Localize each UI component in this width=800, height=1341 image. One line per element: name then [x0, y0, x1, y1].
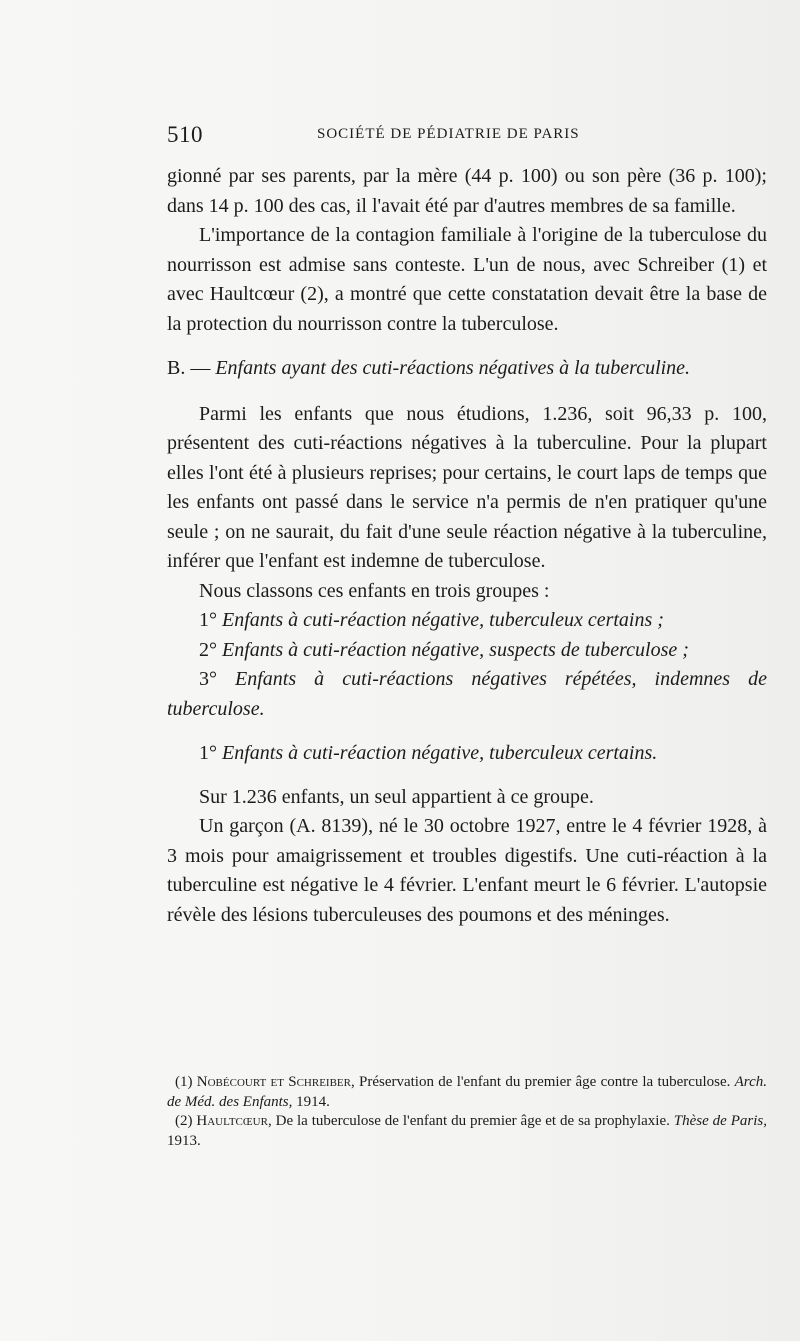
paragraph-3: Parmi les enfants que nous étudions, 1.236, soit 96,33 p. 100, présentent des cuti-réactions négatives à la tuberculine. Pour la plupart elles l'ont été à plusieurs reprises; pour certains, le court laps de temps que les enfants ont passé dans le service n'a permis de n'en pratiquer qu'une seule ; on ne saurait, du fait d'une seule réaction négative à la tuberculine, inférer que l'enfant est indemne de tuberculose. — [167, 402, 767, 572]
group-text: Enfants à cuti-réaction négative, suspects de tuberculose ; — [222, 638, 689, 661]
paragraph-6: Un garçon (A. 8139), né le 30 octobre 1927, entre le 4 février 1928, à 3 mois pour amaigrissement et troubles digestifs. Une cuti-réaction à la tuberculine est négative le 4 février. L'enfant meurt le 6 février. L'autopsie révèle des lésions tuberculeuses des poumons et des méninges. — [167, 815, 767, 926]
paragraph-2: L'importance de la contagion familiale à l'origine de la tuberculose du nourrisson est admise sans conteste. L'un de nous, avec Schreiber (1) et avec Haultcœur (2), a montré que cette constatation devait être la base de la protection du nourrisson contre la tuberculose. — [167, 224, 767, 335]
section-heading — [167, 354, 767, 384]
paragraph-5: Sur 1.236 enfants, un seul appartient à ce groupe. — [199, 785, 594, 808]
footnote-year: 1913. — [167, 1132, 201, 1149]
paragraph-4: Nous classons ces enfants en trois groupes : — [199, 579, 550, 602]
body-text — [167, 162, 767, 930]
footnote-mark: (2) — [175, 1113, 193, 1129]
page-number: 510 — [167, 122, 203, 147]
paragraph-1: gionné par ses parents, par la mère (44 p. 100) ou son père (36 p. 100); dans 14 p. 100 des cas, il l'avait été par d'autres membres de sa famille. — [167, 165, 767, 217]
subgroup-heading — [167, 739, 767, 769]
group-number: 2° — [199, 638, 217, 661]
footnote-1 — [167, 1073, 767, 1112]
footnote-text: De la tuberculose de l'enfant du premier âge et de sa prophylaxie. — [275, 1113, 670, 1129]
subgroup-title: Enfants à cuti-réaction négative, tuberculeux certains. — [222, 742, 658, 764]
section-title: Enfants ayant des cuti-réactions négatives à la tuberculine. — [215, 357, 691, 379]
footnote-2 — [167, 1112, 767, 1151]
page-header — [167, 122, 767, 152]
section-lead: B. — — [167, 357, 211, 379]
footnote-source: Arch. de Méd. des Enfants, — [167, 1074, 767, 1110]
footnote-mark: (1) — [175, 1074, 193, 1090]
footnote-text: Préservation de l'enfant du premier âge contre la tuberculose. — [359, 1074, 731, 1090]
group-text: Enfants à cuti-réactions négatives répétées, indemnes de tuberculose. — [167, 668, 767, 720]
group-number: 3° — [199, 668, 217, 690]
subgroup-number: 1° — [199, 742, 217, 764]
footnote-source: Thèse de Paris, — [673, 1113, 767, 1129]
footnote-authors: Nobécourt et Schreiber, — [196, 1074, 355, 1090]
group-number: 1° — [199, 609, 217, 631]
footnotes — [167, 1073, 767, 1151]
group-text: Enfants à cuti-réaction négative, tuberculeux certains ; — [222, 609, 664, 631]
footnote-authors: Haultcœur, — [196, 1113, 272, 1129]
footnote-year: 1914. — [296, 1093, 330, 1110]
group-item — [167, 665, 767, 724]
running-head: SOCIÉTÉ DE PÉDIATRIE DE PARIS — [317, 126, 580, 142]
group-item — [167, 606, 767, 636]
group-item — [167, 636, 767, 666]
